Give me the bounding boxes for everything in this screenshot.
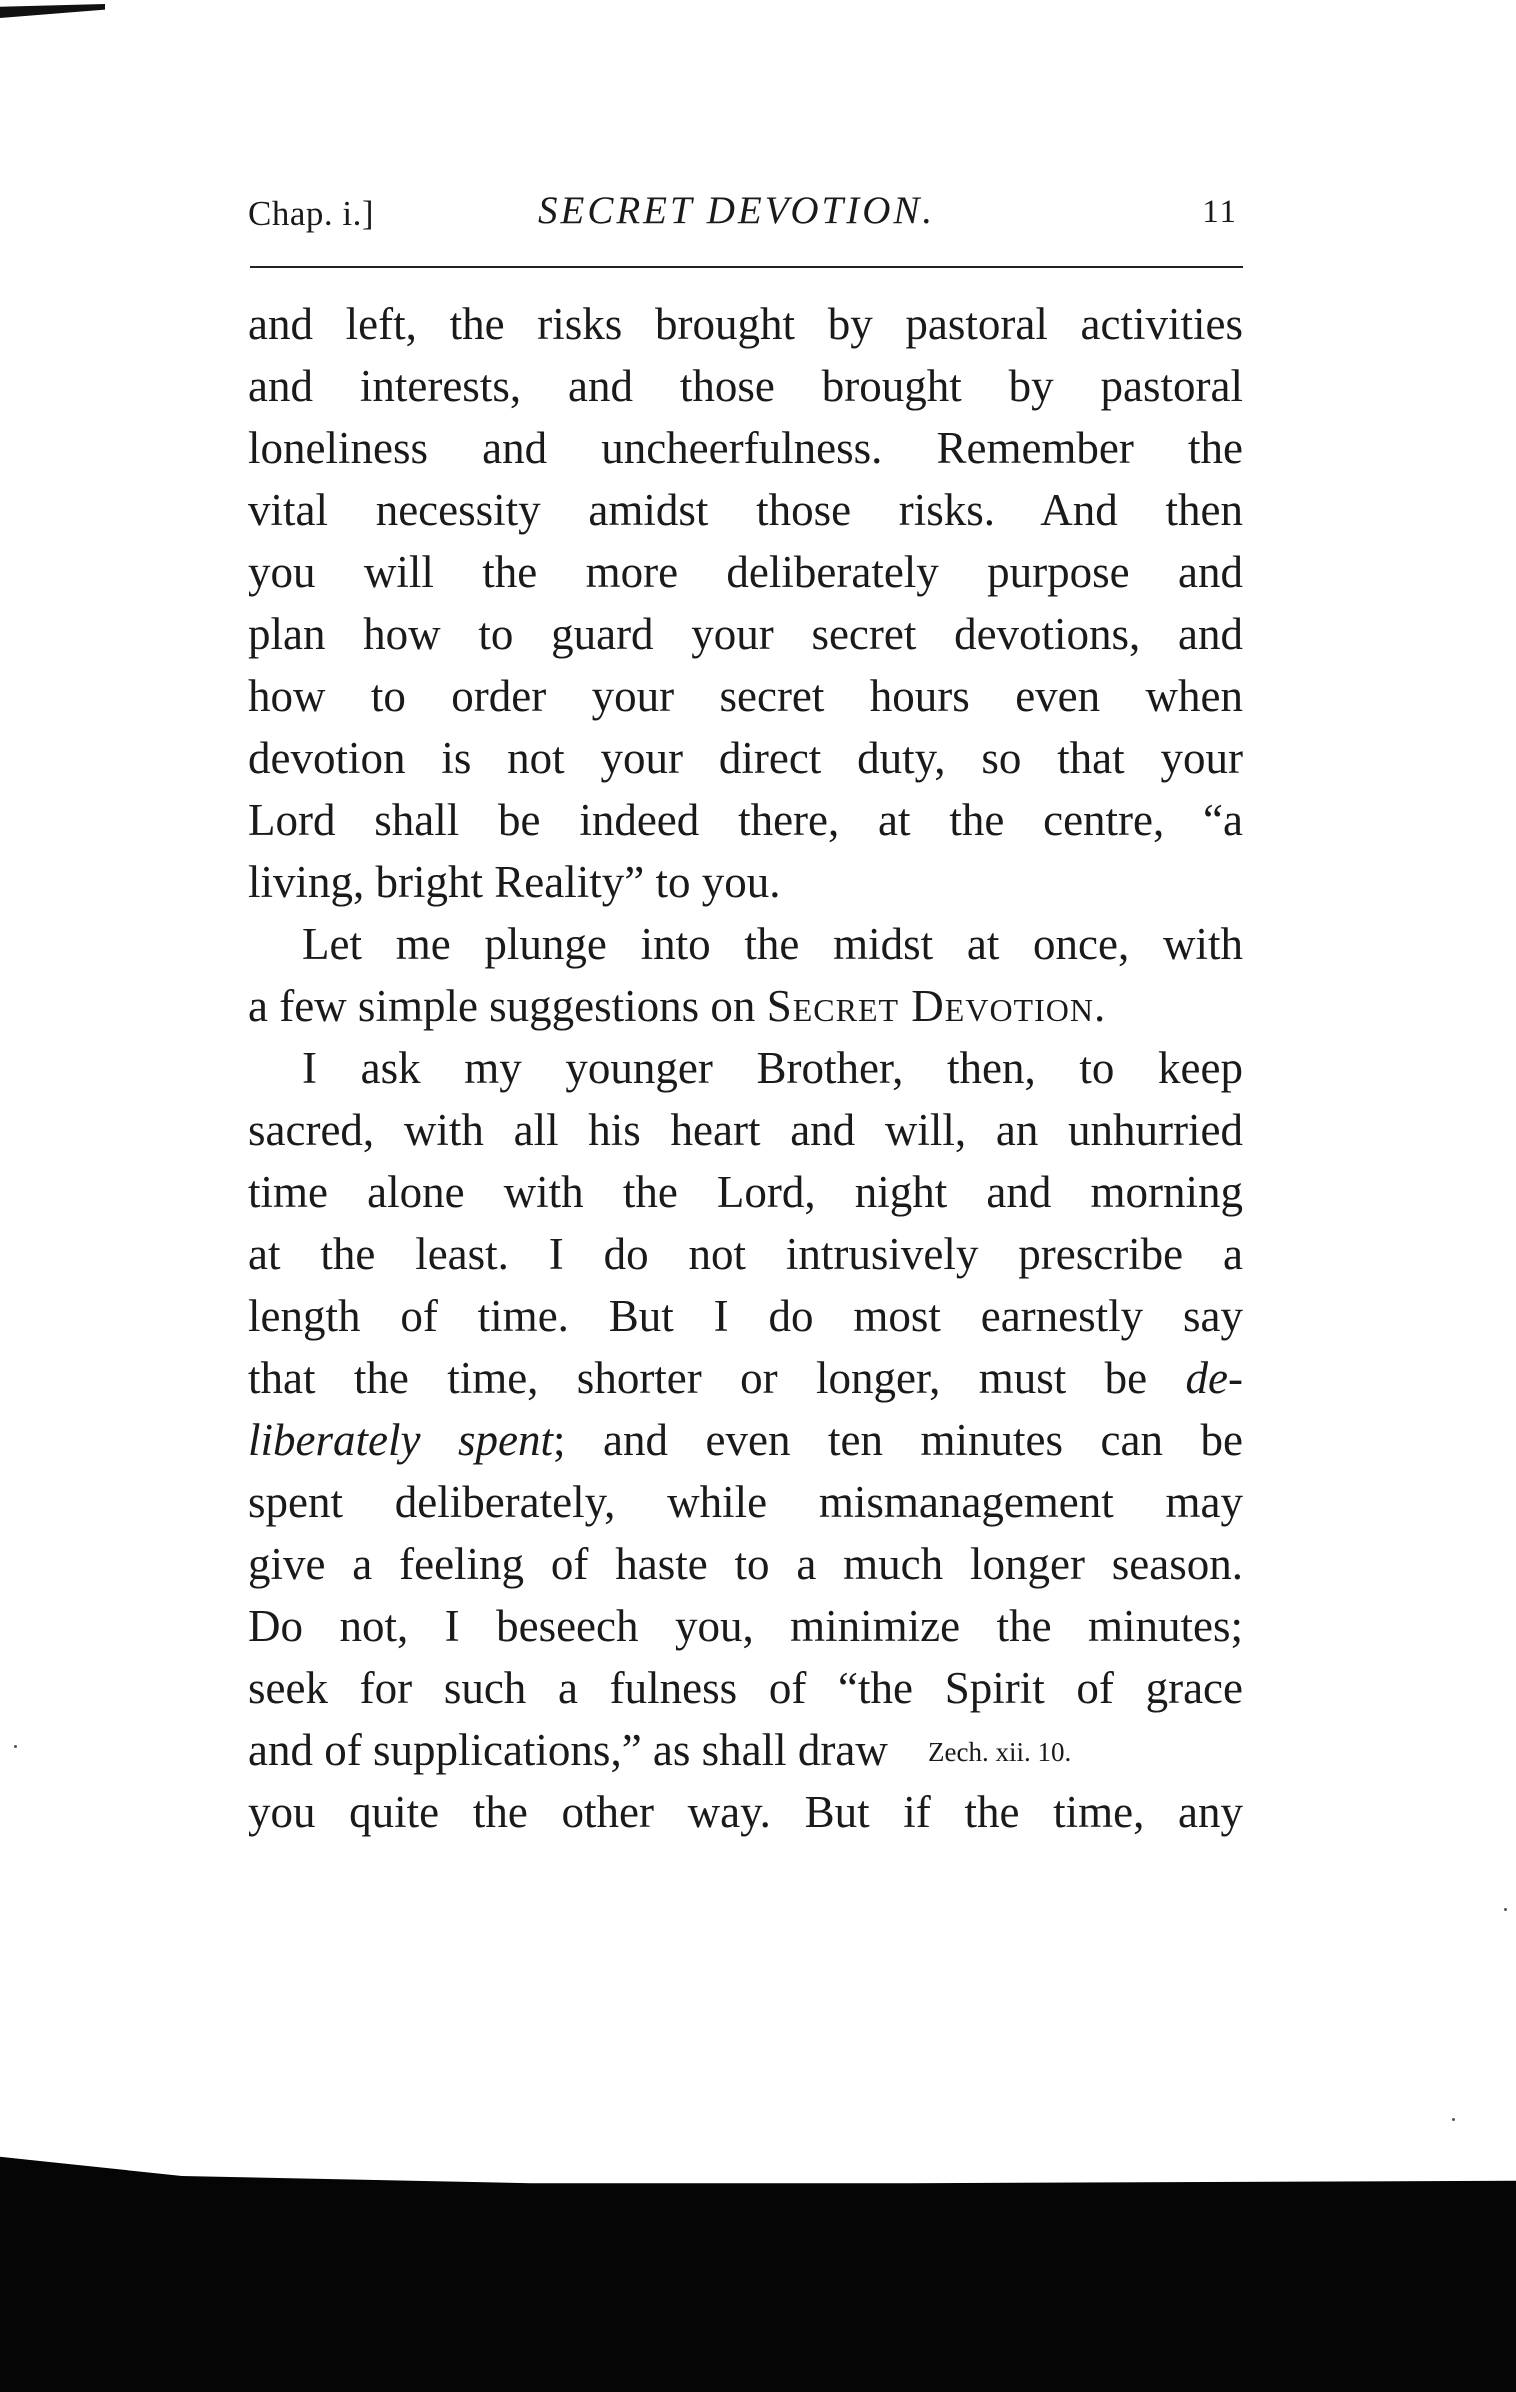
- body-text: [248, 293, 1243, 1843]
- running-header: [248, 188, 1244, 248]
- text-line: seek for such a fulness of “the Spirit of grace: [248, 1663, 1243, 1713]
- text-line: you quite the other way. But if the time, any: [248, 1787, 1243, 1837]
- paragraph-start: Let me plunge into the midst at once, with: [302, 919, 1243, 969]
- text-line: sacred, with all his heart and will, an unhurried: [248, 1105, 1243, 1155]
- text-line: [248, 1409, 1243, 1471]
- page-number: 11: [1202, 194, 1238, 230]
- text-line: devotion is not your direct duty, so that your: [248, 733, 1243, 783]
- text-span: ; and even ten minutes can be: [552, 1415, 1243, 1465]
- text-line: [248, 1347, 1243, 1409]
- scan-speck: [1452, 2118, 1455, 2121]
- smallcaps-phrase: Secret Devotion.: [766, 981, 1107, 1031]
- text-span: a few simple suggestions on: [248, 981, 767, 1031]
- text-line: [248, 975, 1243, 1037]
- italic-phrase: de-: [1185, 1353, 1243, 1403]
- text-line: time alone with the Lord, night and morning: [248, 1167, 1243, 1217]
- text-line: how to order your secret hours even when: [248, 671, 1243, 721]
- margin-reference: Zech. xii. 10.: [928, 1737, 1072, 1767]
- text-line: living, bright Reality” to you.: [248, 857, 781, 907]
- text-line: length of time. But I do most earnestly say: [248, 1291, 1243, 1341]
- scan-bottom-band: [0, 2152, 1516, 2392]
- italic-phrase: liberately spent: [248, 1415, 553, 1465]
- text-line: you will the more deliberately purpose and: [248, 547, 1243, 597]
- text-line: vital necessity amidst those risks. And then: [248, 485, 1243, 535]
- text-line: spent deliberately, while mismanagement may: [248, 1477, 1243, 1527]
- text-line: and left, the risks brought by pastoral activities: [248, 299, 1243, 349]
- text-line: Do not, I beseech you, minimize the minutes;: [248, 1601, 1243, 1651]
- text-line: at the least. I do not intrusively prescribe a: [248, 1229, 1243, 1279]
- text-line: Lord shall be indeed there, at the centre, “a: [248, 795, 1243, 845]
- text-span: that the time, shorter or longer, must be: [248, 1353, 1186, 1403]
- header-rule: [250, 266, 1243, 268]
- text-line: loneliness and uncheerfulness. Remember the: [248, 423, 1243, 473]
- scan-edge-mark: [0, 4, 105, 18]
- text-line: and of supplications,” as shall draw: [248, 1725, 888, 1775]
- running-title: SECRET DEVOTION.: [538, 189, 936, 232]
- text-line: give a feeling of haste to a much longer season.: [248, 1539, 1243, 1589]
- text-line: and interests, and those brought by pastoral: [248, 361, 1243, 411]
- scan-speck: [14, 1745, 17, 1748]
- text-line: plan how to guard your secret devotions, and: [248, 609, 1243, 659]
- paragraph-start: I ask my younger Brother, then, to keep: [302, 1043, 1243, 1093]
- chapter-label: Chap. i.]: [248, 194, 375, 233]
- scan-speck: [1504, 1908, 1507, 1911]
